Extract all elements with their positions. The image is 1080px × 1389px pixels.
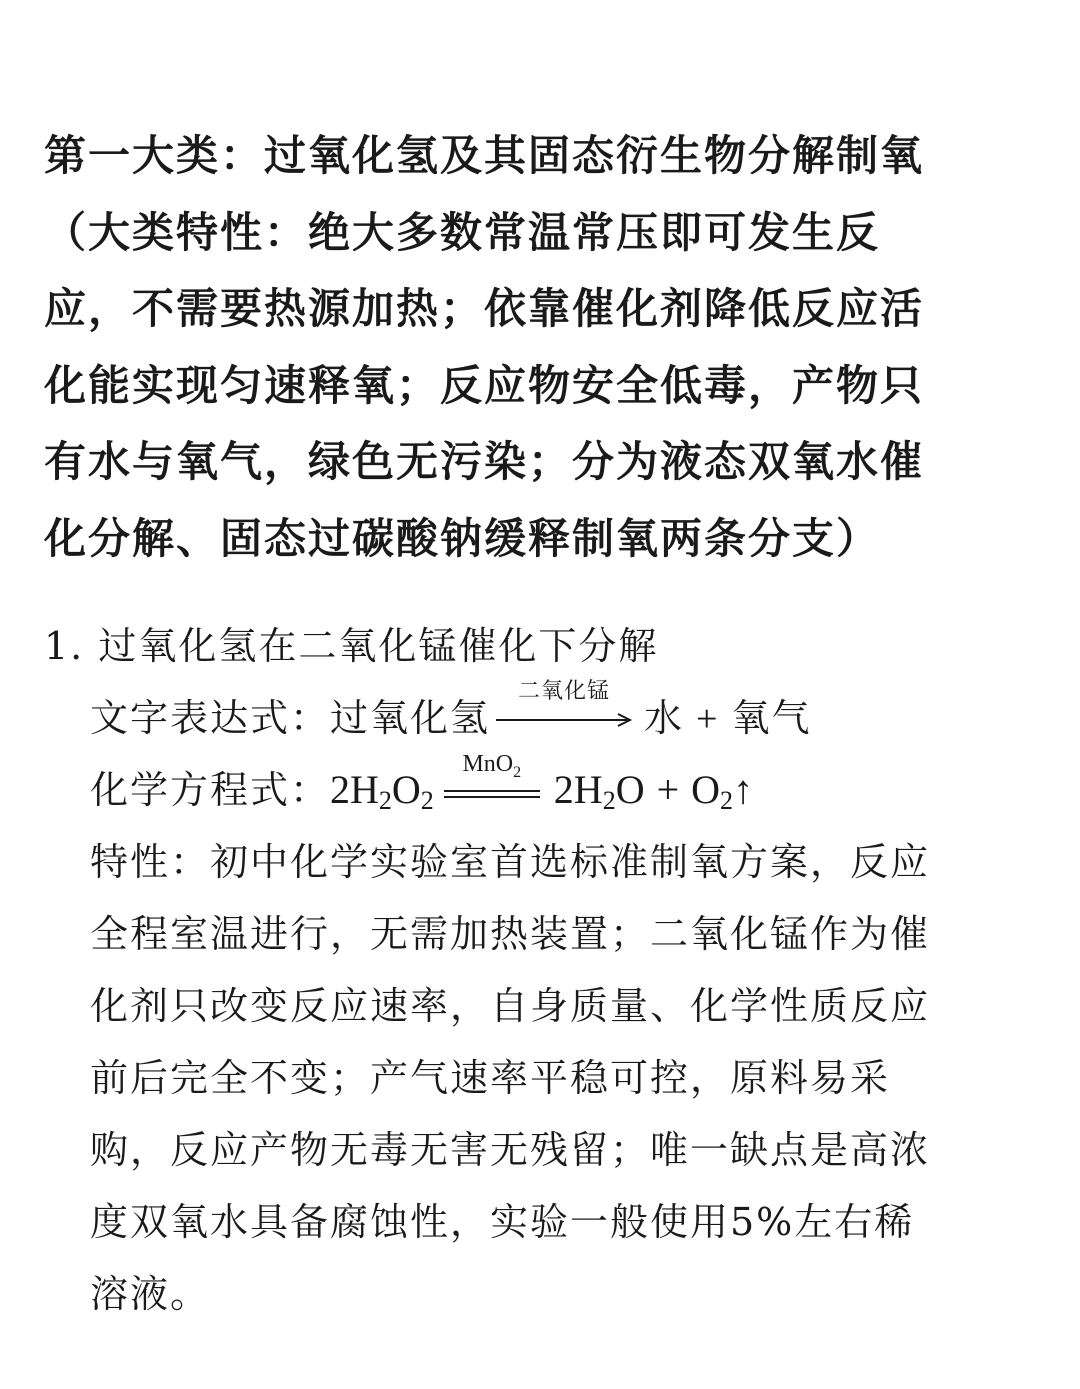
section-1 [44, 610, 1044, 1330]
word-equation [90, 678, 1044, 754]
heading-line: 应，不需要热源加热；依靠催化剂降低反应活 [44, 284, 925, 333]
product1-o: O [615, 767, 645, 812]
heading-line: 有水与氧气，绿色无污染；分为液态双氧水催 [44, 437, 925, 486]
catalyst-main: MnO [462, 750, 514, 777]
equals-catalyst [442, 750, 542, 814]
catalyst-label [442, 752, 542, 785]
product1-coef: 2H [553, 767, 603, 812]
reaction-arrow [494, 678, 634, 742]
heading-line: 化能实现匀速释氧；反应物安全低毒，产物只 [44, 360, 925, 410]
word-equation-plus: + [696, 698, 720, 740]
word-equation-product1: 水 [644, 696, 685, 740]
heading-line: （大类特性：绝大多数常温常压即可发生反 [44, 207, 881, 257]
word-equation-label: 文字表达式： [90, 696, 331, 740]
product1-sub: 2 [602, 786, 616, 815]
properties-line: 购，反应产物无毒无害无残留；唯一缺点是高浓 [90, 1128, 931, 1172]
category-heading [44, 118, 1044, 577]
properties-line: 溶液。 [90, 1272, 211, 1316]
arrow-condition: 二氧化锰 [518, 678, 611, 704]
properties-line: 度双氧水具备腐蚀性，实验一般使用5%左右稀 [90, 1200, 915, 1244]
section-title: 1. 过氧化氢在二氧化锰催化下分解 [44, 624, 659, 668]
reactant-coef: 2H [330, 767, 379, 812]
chem-product1 [553, 767, 645, 815]
heading-line: 第一大类：过氧化氢及其固态衍生物分解制氧 [44, 131, 925, 180]
reactant-sub2: 2 [420, 786, 434, 815]
chem-equation [90, 750, 1044, 826]
reactant-sub1: 2 [378, 786, 392, 815]
section-body [44, 678, 1044, 1330]
chem-product2 [691, 767, 754, 815]
properties-line: 化剂只改变反应速率，自身质量、化学性质反应 [90, 984, 931, 1028]
right-arrow-icon [494, 712, 634, 728]
properties-line: 特性：初中化学实验室首选标准制氧方案，反应 [90, 840, 931, 884]
chem-plus: + [656, 767, 680, 812]
heading-line: 化分解、固态过碳酸钠缓释制氧两条分支） [44, 513, 881, 563]
properties-line: 全程室温进行，无需加热装置；二氧化锰作为催 [90, 912, 931, 956]
word-equation-reactant: 过氧化氢 [330, 696, 491, 740]
chem-equation-label: 化学方程式： [90, 768, 331, 812]
properties-line: 前后完全不变；产气速率平稳可控，原料易采 [90, 1056, 891, 1100]
chem-reactant [330, 767, 434, 815]
product2-sub: 2 [720, 786, 734, 815]
double-line-icon [442, 788, 542, 800]
gas-up-arrow-icon: ↑ [733, 767, 754, 812]
word-equation-product2: 氧气 [731, 696, 812, 740]
catalyst-sub: 2 [513, 763, 522, 781]
product2-o: O [691, 767, 721, 812]
reactant-o: O [391, 767, 421, 812]
